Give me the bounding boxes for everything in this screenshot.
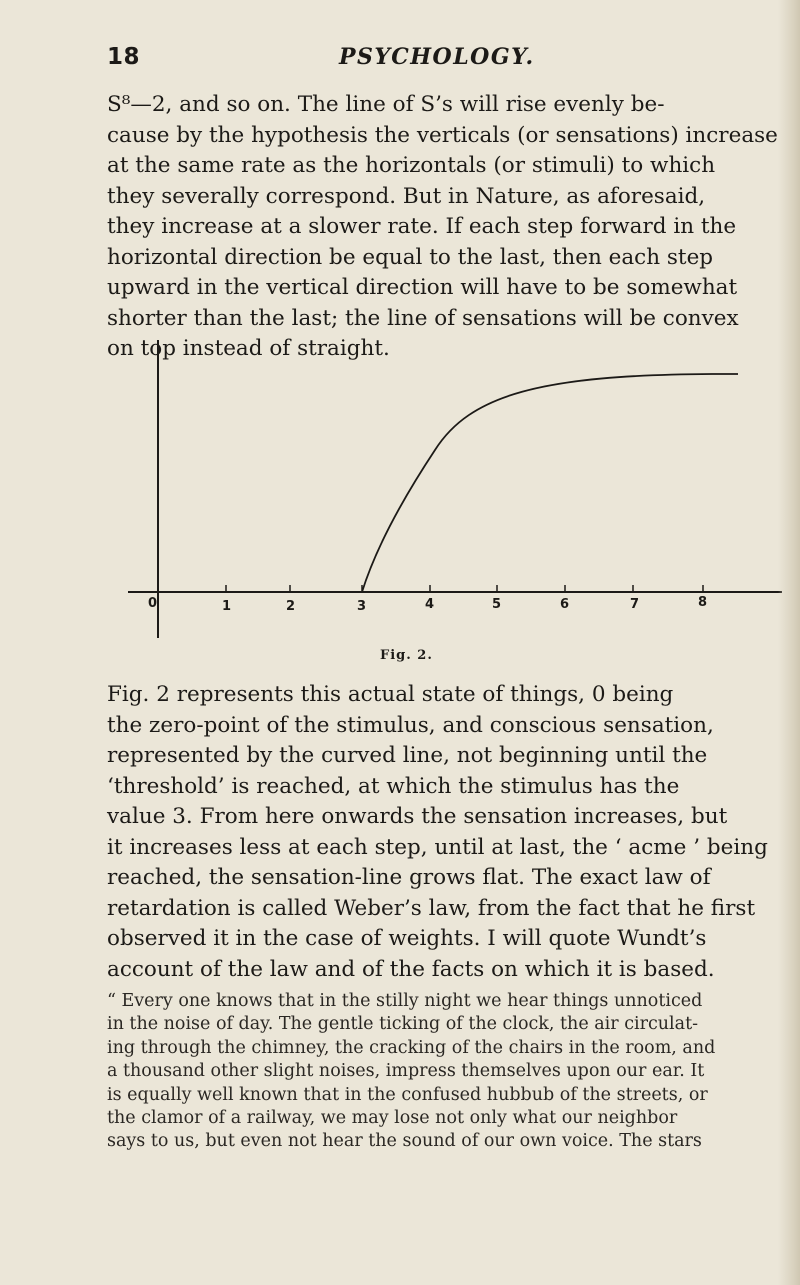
page-number: 18 [107,44,141,70]
figure-caption: Fig. 2. [380,648,433,663]
axis-label-1: 1 [222,599,232,614]
text-line: on top instead of straight. [107,336,390,361]
axis-label-5: 5 [492,597,502,612]
text-line: account of the law and of the facts on which it is based. [107,956,715,982]
axis-label-7: 7 [630,597,640,612]
sensation-curve [362,374,738,592]
text-line: a thousand other slight noises, impress themselves upon our ear. It [107,1061,705,1082]
text-line: is equally well known that in the confused hubbub of the streets, or [107,1084,708,1105]
text-line: at the same rate as the horizontals (or stimuli) to which [107,153,716,178]
text-line: horizontal direction be equal to the last, then each step [107,244,714,270]
text-line: says to us, but even not hear the sound of our own voice. The stars [107,1131,702,1152]
text-line: retardation is called Weber’s law, from the fact that he first [107,895,756,921]
text-line: the clamor of a railway, we may lose not only what our neighbor [107,1108,678,1129]
text-line: in the noise of day. The gentle ticking of the clock, the air circulat- [107,1014,699,1035]
text-line: reached, the sensation-line grows flat. The exact law of [107,865,711,890]
text-line: cause by the hypothesis the verticals (or sensations) increase [107,122,778,148]
text-line: upward in the vertical direction will have to be somewhat [107,275,738,300]
figure-2-drawing [0,330,800,670]
quotation [107,990,762,1154]
text-line: S⁸—2, and so on. The line of S’s will rise evenly be- [107,92,665,117]
text-line: value 3. From here onwards the sensation increases, but [107,804,728,829]
axis-label-0: 0 [148,596,158,611]
paragraph-1 [107,90,778,365]
axis-label-4: 4 [425,597,435,612]
text-line: observed it in the case of weights. I will quote Wundt’s [107,926,707,951]
text-line: shorter than the last; the line of sensations will be convex [107,305,739,331]
page-header [107,44,727,76]
running-head: PSYCHOLOGY. [339,44,535,70]
text-line: ‘threshold’ is reached, at which the stimulus has the [107,773,680,799]
axis-label-2: 2 [286,599,296,614]
paragraph-2 [107,680,768,985]
text-line: represented by the curved line, not beginning until the [107,743,708,768]
figure-2 [0,330,800,670]
text-line: “ Every one knows that in the stilly night we hear things unnoticed [107,991,703,1011]
text-line: it increases less at each step, until at last, the ‘ acme ’ being [107,834,768,860]
text-line: they severally correspond. But in Nature, as aforesaid, [107,183,706,209]
axis-label-6: 6 [560,597,570,612]
axis-label-8: 8 [698,595,708,610]
page-edge-shadow [778,0,800,1285]
text-line: ing through the chimney, the cracking of the chairs in the room, and [107,1037,716,1058]
text-line: Fig. 2 represents this actual state of things, 0 being [107,682,674,707]
axis-label-3: 3 [357,599,367,614]
text-line: the zero-point of the stimulus, and conscious sensation, [107,712,714,738]
text-line: they increase at a slower rate. If each step forward in the [107,214,737,239]
